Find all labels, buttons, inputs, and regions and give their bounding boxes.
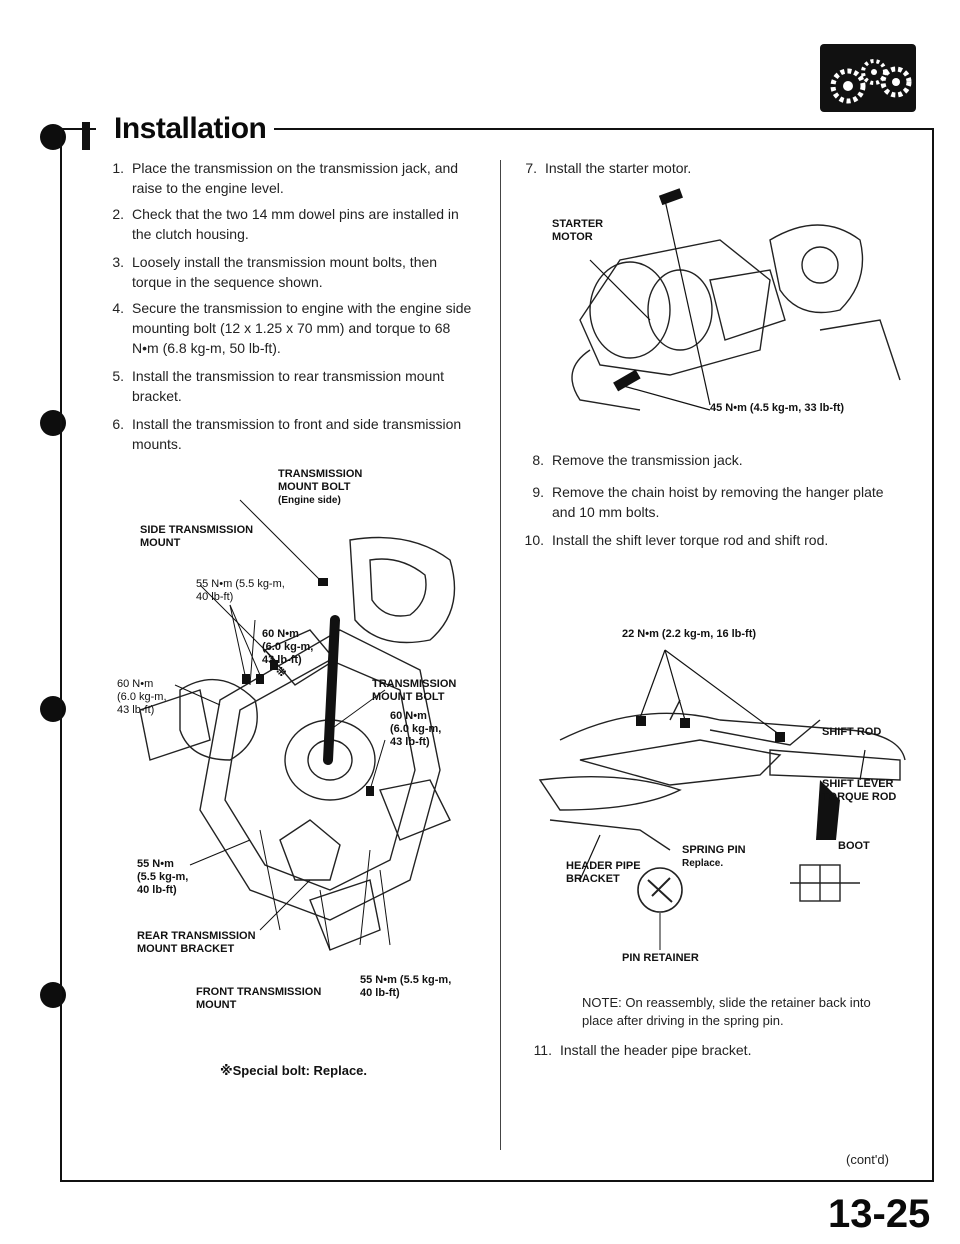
step-4: 4. Secure the transmission to engine with the engine side mounting bolt (12 x 1.25 x 70 mm) and torque to 68 N•m (6.8 kg-m, 50 lb-ft). bbox=[112, 300, 472, 356]
page-number: 13-25 bbox=[828, 1192, 931, 1236]
step-8: 8. Remove the transmission jack. bbox=[532, 452, 743, 468]
front-mount-label: FRONT TRANSMISSION MOUNT bbox=[196, 986, 322, 1011]
torque-55-bottom-label: 55 N•m (5.5 kg-m, 40 lb-ft) bbox=[360, 974, 452, 999]
torque-60-center-label: 60 N•m (6.0 kg-m, 43 lb-ft) ※ bbox=[262, 628, 314, 679]
page-title: Installation bbox=[96, 112, 274, 146]
special-bolt-note: ※Special bolt: Replace. bbox=[220, 1063, 368, 1078]
step-3: 3. Loosely install the transmission mount bolts, then torque in the sequence shown. bbox=[112, 254, 438, 290]
step-2: 2. Check that the two 14 mm dowel pins are installed in the clutch housing. bbox=[112, 206, 459, 242]
step-5: 5. Install the transmission to rear transmission mount bracket. bbox=[112, 368, 445, 404]
starter-motor-label: STARTER MOTOR bbox=[552, 218, 604, 243]
shift-rod-label: SHIFT ROD bbox=[822, 726, 882, 738]
shift-lever-torque-rod-label: SHIFT LEVER TORQUE ROD bbox=[822, 778, 897, 803]
continued-label: (cont'd) bbox=[846, 1152, 889, 1167]
shift-torque-label: 22 N•m (2.2 kg-m, 16 lb-ft) bbox=[622, 628, 757, 640]
mount-bolt-engine-side-label: TRANSMISSION MOUNT BOLT (Engine side) bbox=[278, 468, 363, 506]
column-divider bbox=[500, 160, 501, 1150]
side-mount-label: SIDE TRANSMISSION MOUNT bbox=[140, 524, 254, 549]
starter-torque-label: 45 N•m (4.5 kg-m, 33 lb-ft) bbox=[710, 402, 845, 414]
starter-motor-illustration bbox=[520, 170, 920, 420]
step-10: 10. Install the shift lever torque rod and shift rod. bbox=[524, 532, 829, 548]
step-7: 7. Install the starter motor. bbox=[525, 160, 692, 176]
step-6: 6. Install the transmission to front and side transmission mounts. bbox=[112, 416, 462, 452]
boot-label: BOOT bbox=[838, 840, 870, 852]
step-1: 1. Place the transmission on the transmission jack, and raise to the engine level. bbox=[112, 160, 459, 196]
transmission-gears-icon bbox=[818, 42, 918, 114]
pin-retainer-label: PIN RETAINER bbox=[622, 952, 699, 964]
shift-rod-illustration bbox=[520, 640, 920, 970]
step-11: 11. Install the header pipe bracket. bbox=[533, 1042, 752, 1058]
mount-bolt-right-label: TRANSMISSION MOUNT BOLT bbox=[372, 678, 457, 703]
torque-60-left-label: 60 N•m (6.0 kg-m, 43 lb-ft) bbox=[117, 678, 167, 716]
title-bar bbox=[82, 122, 90, 150]
torque-55-left-label: 55 N•m (5.5 kg-m, 40 lb-ft) bbox=[137, 858, 189, 896]
step-9: 9. Remove the chain hoist by removing the hanger plate and 10 mm bolts. bbox=[532, 484, 884, 520]
header-pipe-bracket-label: HEADER PIPE BRACKET bbox=[566, 860, 641, 885]
spring-pin-label: SPRING PIN Replace. bbox=[682, 844, 746, 869]
torque-55-top-label: 55 N•m (5.5 kg-m, 40 lb-ft) bbox=[196, 578, 285, 603]
rear-bracket-label: REAR TRANSMISSION MOUNT BRACKET bbox=[137, 930, 256, 955]
torque-60-right-label: 60 N•m (6.0 kg-m, 43 lb-ft) bbox=[390, 710, 442, 748]
reassembly-note: NOTE: On reassembly, slide the retainer back into place after driving in the spring pin. bbox=[582, 995, 871, 1028]
